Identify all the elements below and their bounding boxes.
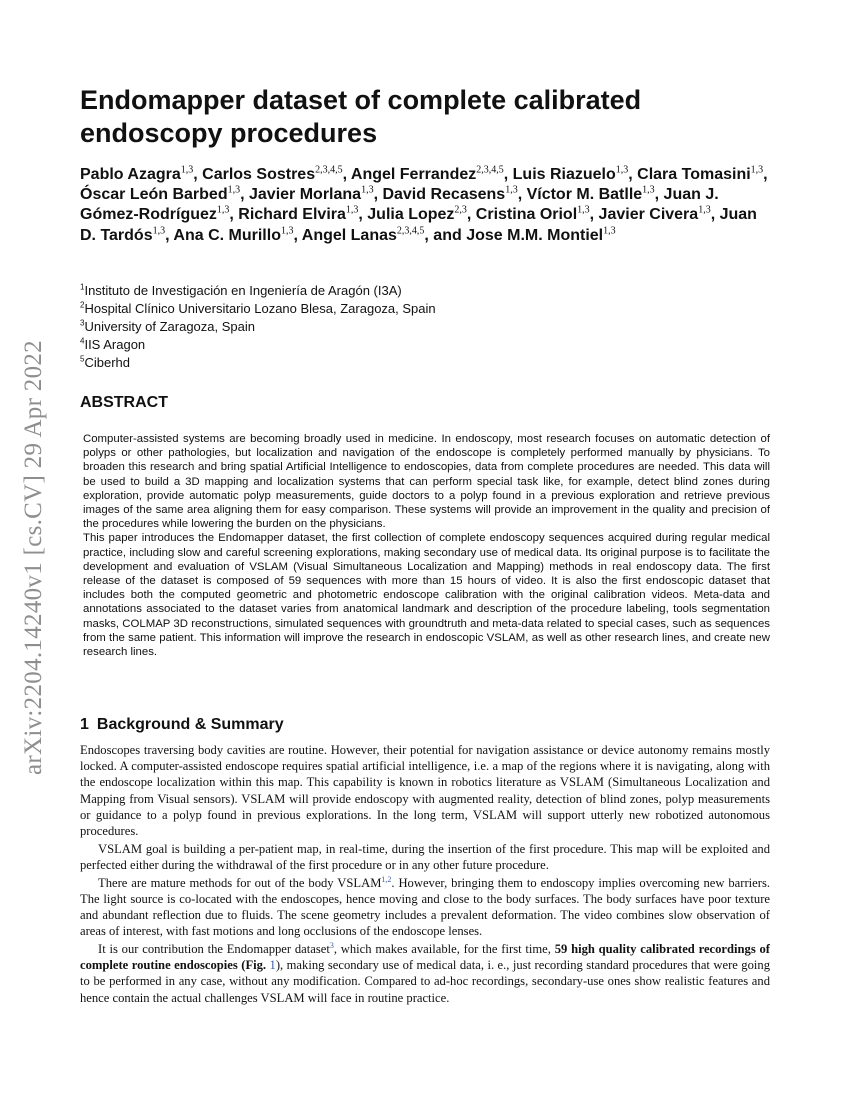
author-name: Julia Lopez: [367, 206, 455, 224]
author-affiliation-marker: 1,3: [180, 164, 194, 176]
abstract-paragraph-2: This paper introduces the Endomapper dataset, the first collection of complete endoscopy sequences acquired during regular medical practice, including slow and careful screening explorations, making secondary use of medical data. Its original purpose is to facilitate the development and evaluation of VSLAM (Visual Simultaneous Localization and Mapping) methods in real endoscopy data. The first release of the dataset is composed of 59 sequences with more than 15 hours of video. It is also the first endoscopic dataset that includes both the computed geometric and photometric endoscope calibration with the original calibration videos. Meta-data and annotations associated to the dataset varies from anatomical landmark and description of the procedure labeling, tools segmentation masks, COLMAP 3D reconstructions, simulated sequences with groundtruth and meta-data related to special cases, such as sequences from the same patient. This information will improve the research in endoscopic VSLAM, as well as other research lines, and create new research lines.: [83, 532, 770, 659]
affiliation-3: $^3$University of Zaragoza, Spain: [80, 318, 255, 334]
arxiv-identifier-stamp: arXiv:2204.14240v1 [cs.CV] 29 Apr 2022: [20, 340, 47, 775]
section-body: [80, 742, 770, 1006]
paper-title-line-1: Endomapper dataset of complete calibrated: [80, 85, 642, 115]
section-number: 1: [80, 716, 89, 733]
affiliation-4: $^4$IIS Aragon: [80, 336, 146, 352]
paper-title: [80, 84, 770, 150]
citation-link[interactable]: 2: [387, 874, 392, 884]
author-name: Víctor M. Batlle: [526, 186, 643, 204]
citation-link[interactable]: 3: [329, 940, 334, 950]
author-affiliation-marker: 1,3: [505, 184, 518, 196]
author-affiliation-marker: 1,3: [361, 184, 374, 196]
abstract-body: [83, 432, 770, 659]
citation-link[interactable]: 1: [381, 874, 386, 884]
author-name: Angel Lanas: [301, 226, 397, 244]
author: [513, 166, 629, 183]
body-paragraph-4: It is our contribution the Endomapper dataset$^3$, which makes available, for the first time, 59 high quality calibrated recordings of complete routine endoscopies (Fig. 1), making secondary use of medical data, i. e., just recording standard procedures that were going to be performed in any case, without any modification. Compared to ad-hoc recordings, secondary-use ones show realistic features and hence contain the actual challenges VSLAM will face in routine practice.: [80, 940, 770, 1005]
paper-title-line-2: endoscopy procedures: [80, 118, 378, 148]
abstract-paragraph-1: Computer-assisted systems are becoming broadly used in medicine. In endoscopy, most research focuses on automatic detection of polyps or other pathologies, but localization and navigation of the endoscope is completely performed manually by physicians. To broaden this research and bring spatial Artificial Intelligence to endoscopies, data from complete procedures are needed. This data will be used to build a 3D mapping and localization systems that can perform special task like, for example, detect blind zones during exploration, provide automatic polyp measurements, guide doctors to a polyp found in a previous exploration and retrieve previous images of the same area aligning them for easy comparison. These systems will provide an improvement in the quality and precision of the procedures while lowering the burden on the physicians.: [83, 433, 770, 531]
affiliation-1: $^1$Instituto de Investigación en Ingeniería de Aragón (I3A): [80, 282, 402, 298]
author-name: Angel Ferrandez: [350, 166, 477, 183]
author-affiliation-marker: 1,3: [615, 164, 629, 176]
section-title: Background & Summary: [96, 716, 284, 733]
author-affiliation-marker: 1,3: [280, 225, 294, 237]
author: [637, 166, 763, 183]
section-heading: [80, 716, 284, 734]
affiliation-5: $^5$Ciberhd: [80, 354, 130, 370]
author-name: David Recasens: [382, 186, 506, 204]
affiliation-2: $^2$Hospital Clínico Universitario Lozano Blesa, Zaragoza, Spain: [80, 300, 436, 316]
author-affiliation-marker: 1,3: [216, 205, 230, 217]
author-name: Juan D. Tardós: [80, 206, 757, 244]
abstract-heading: ABSTRACT: [80, 394, 168, 411]
author: [302, 227, 425, 244]
body-paragraph-2: VSLAM goal is building a per-patient map, in real-time, during the insertion of the first procedure. This map will be exploited and perfected either during the withdrawal of the first procedure or in any other future procedure.: [80, 841, 770, 872]
author-name: Luis Riazuelo: [512, 166, 616, 183]
author-name: Javier Morlana: [249, 186, 362, 204]
author-name: Javier Civera: [598, 206, 699, 224]
author-affiliation-marker: 1,3: [642, 184, 655, 196]
author: [238, 206, 358, 223]
author: [80, 186, 240, 203]
bold-highlight: 59 high quality calibrated recordings of complete routine endoscopies: [80, 941, 770, 973]
figure-reference-link[interactable]: 1: [269, 958, 276, 973]
author-name: Óscar León Barbed: [80, 186, 228, 204]
author: [466, 227, 615, 244]
author-affiliation-marker: 1,3: [227, 184, 241, 196]
author-affiliation-marker: 1,3: [750, 164, 764, 176]
author: [599, 206, 711, 223]
author-affiliation-marker: 1,3: [152, 225, 166, 237]
author-affiliation-marker: 2,3,4,5: [396, 225, 425, 237]
author: [382, 186, 517, 203]
author-list: Pablo Azagra$^{1,3}$, Carlos Sostres$^{2,3,4,5}$, Angel Ferrandez$^{2,3,4,5}$, Luis Riazuelo$^{1,3}$, Clara Tomasini$^{1,3}$, Óscar León Barbed$^{1,3}$, Javier Morlana$^{1,3}$, David Recasens$^{1,3}$, Víctor M. Batlle$^{1,3}$, Juan J. Gómez-Rodríguez$^{1,3}$, Richard Elvira$^{1,3}$, Julia Lopez$^{2,3}$, Cristina Oriol$^{1,3}$, Javier Civera$^{1,3}$, Juan D. Tardós$^{1,3}$, Ana C. Murillo$^{1,3}$, Angel Lanas$^{2,3,4,5}$, and Jose M.M. Montiel$^{1,3}$: [80, 164, 768, 244]
author: [351, 166, 504, 183]
author: [527, 186, 655, 203]
author-affiliation-marker: 1,3: [345, 205, 359, 217]
author-name: Juan J. Gómez-Rodríguez: [80, 186, 719, 224]
author-name: Ana C. Murillo: [173, 226, 281, 244]
author: [173, 227, 293, 244]
author-affiliation-marker: 2,3,4,5: [476, 164, 504, 176]
author-name: Clara Tomasini: [637, 166, 751, 183]
body-paragraph-3: There are mature methods for out of the body VSLAM$^{1,2}$. However, bringing them to endoscopy implies overcoming new barriers. The light source is co-located with the endoscopes, hence moving and close to the body surfaces. The body surfaces have poor texture and abundant reflection due to fluids. The scene geometry includes a prevalent deformation. The video combines slow observation of areas of interest, with fast motions and long occlusions of the endoscope lenses.: [80, 874, 770, 939]
author-list-conjunction: and: [433, 226, 462, 244]
author-name: Cristina Oriol: [475, 206, 578, 224]
author: [202, 166, 342, 183]
author-name: Jose M.M. Montiel: [466, 226, 604, 244]
author-name: Richard Elvira: [238, 206, 346, 224]
author-affiliation-marker: 2,3: [454, 205, 467, 217]
author: [249, 186, 374, 203]
author-affiliation-marker: 1,3: [577, 205, 590, 217]
author-affiliation-marker: 1,3: [603, 225, 616, 237]
author: [476, 206, 590, 223]
body-paragraph-1: Endoscopes traversing body cavities are routine. However, their potential for navigation assistance or device autonomy remains mostly locked. A computer-assisted endoscope requires spatial artificial intelligence, i.e. a map of the regions where it is navigating, along with the endoscope localization within this map. This capability is known in robotics literature as VSLAM (Simultaneous Localization and Mapping from Visual sensors). VSLAM will provide endoscopy with augmented reality, detection of blind zones, polyp measurements or guidance to a polyp found in previous explorations. In the long term, VSLAM will support utterly new robotized autonomous procedures.: [80, 743, 770, 839]
author: [80, 166, 193, 183]
affiliation-list: [80, 282, 770, 372]
author: [367, 206, 467, 223]
author-affiliation-marker: 1,3: [698, 205, 711, 217]
author-name: Pablo Azagra: [80, 166, 181, 183]
author-affiliation-marker: 2,3,4,5: [315, 164, 343, 176]
author-name: Carlos Sostres: [202, 166, 316, 183]
